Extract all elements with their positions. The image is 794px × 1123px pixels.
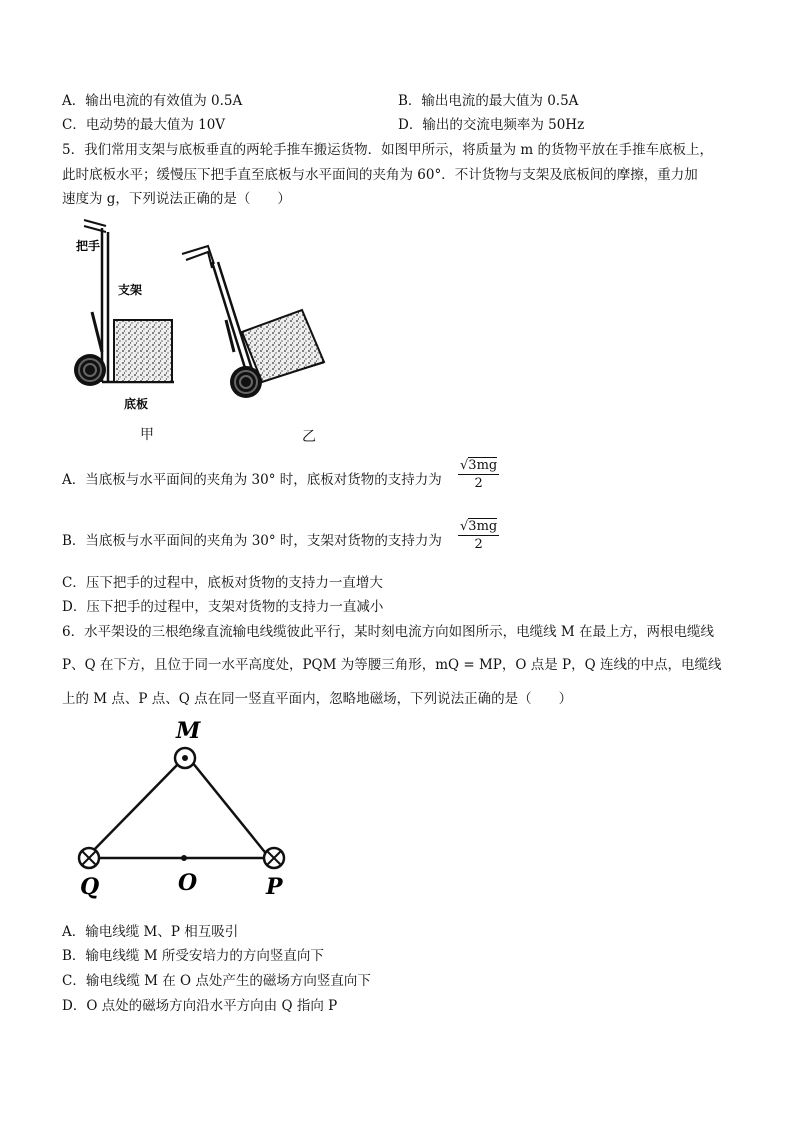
label-bracket: 支架: [118, 283, 143, 297]
q5-option-b: B．当底板与水平面间的夹角为 30° 时，支架对货物的支持力为: [62, 533, 442, 549]
label-o: O: [178, 870, 198, 896]
q6-stem-line1: 6．水平架设的三根绝缘直流输电线缆彼此平行，某时刻电流方向如图所示，电缆线 M 在最上方，两根电缆线: [62, 624, 714, 640]
q5-option-a: A．当底板与水平面间的夹角为 30° 时，底板对货物的支持力为: [62, 472, 442, 488]
label-p: P: [266, 874, 283, 900]
current-in-icon: [79, 848, 99, 868]
current-out-icon: [175, 748, 195, 768]
q5-option-d: D．压下把手的过程中，支架对货物的支持力一直减小: [62, 599, 384, 615]
cable-triangle-figure: [70, 714, 300, 904]
frac-numerator: 3mg: [468, 519, 498, 534]
q6-option-c: C．输电线缆 M 在 O 点处产生的磁场方向竖直向下: [62, 973, 371, 989]
q6-stem-line3: 上的 M 点、P 点、Q 点在同一竖直平面内，忽略地磁场，下列说法正确的是（ ）: [62, 691, 573, 707]
label-q: Q: [80, 874, 100, 900]
frac-denominator: 2: [474, 537, 483, 552]
q6-stem-line2: P、Q 在下方，且位于同一水平高度处，PQM 为等腰三角形，mQ = MP，O 点是 P，Q 连线的中点，电缆线: [62, 657, 722, 673]
label-handle: 把手: [76, 239, 101, 253]
q4-option-d: D．输出的交流电频率为 50Hz: [398, 117, 585, 133]
truck-yi: [182, 246, 324, 398]
current-in-icon: [264, 848, 284, 868]
q5-option-b-fraction: $\frac{√3mg}{2}$: [460, 519, 498, 552]
cargo-box: [114, 320, 172, 382]
caption-jia: 甲: [140, 427, 154, 443]
q5-stem-line2: 此时底板水平；缓慢压下把手直至底板与水平面间的夹角为 60°．不计货物与支架及底板间的摩擦，重力加: [62, 167, 698, 183]
q4-option-c: C．电动势的最大值为 10V: [62, 117, 226, 133]
q5-option-a-fraction: $\frac{√3mg}{2}$: [460, 458, 498, 491]
q6-option-b: B．输电线缆 M 所受安培力的方向竖直向下: [62, 948, 324, 964]
q5-stem-line1: 5．我们常用支架与底板垂直的两轮手推车搬运货物．如图甲所示，将质量为 m 的货物平放在手推车底板上，: [62, 142, 713, 158]
q6-option-a: A．输电线缆 M、P 相互吸引: [62, 924, 239, 940]
frac-numerator: 3mg: [468, 458, 498, 473]
q6-option-d: D．O 点处的磁场方向沿水平方向由 Q 指向 P: [62, 998, 338, 1014]
midpoint-dot: [181, 855, 187, 861]
label-m: M: [176, 718, 201, 744]
q5-stem-line3: 速度为 g，下列说法正确的是（ ）: [62, 191, 291, 207]
hand-truck-figure: [62, 212, 362, 422]
q5-option-c: C．压下把手的过程中，底板对货物的支持力一直增大: [62, 575, 383, 591]
frac-denominator: 2: [474, 476, 483, 491]
q4-option-a: A．输出电流的有效值为 0.5A: [62, 93, 243, 109]
q4-option-b: B．输出电流的最大值为 0.5A: [398, 93, 579, 109]
caption-yi: 乙: [302, 429, 316, 445]
label-base: 底板: [124, 397, 149, 411]
